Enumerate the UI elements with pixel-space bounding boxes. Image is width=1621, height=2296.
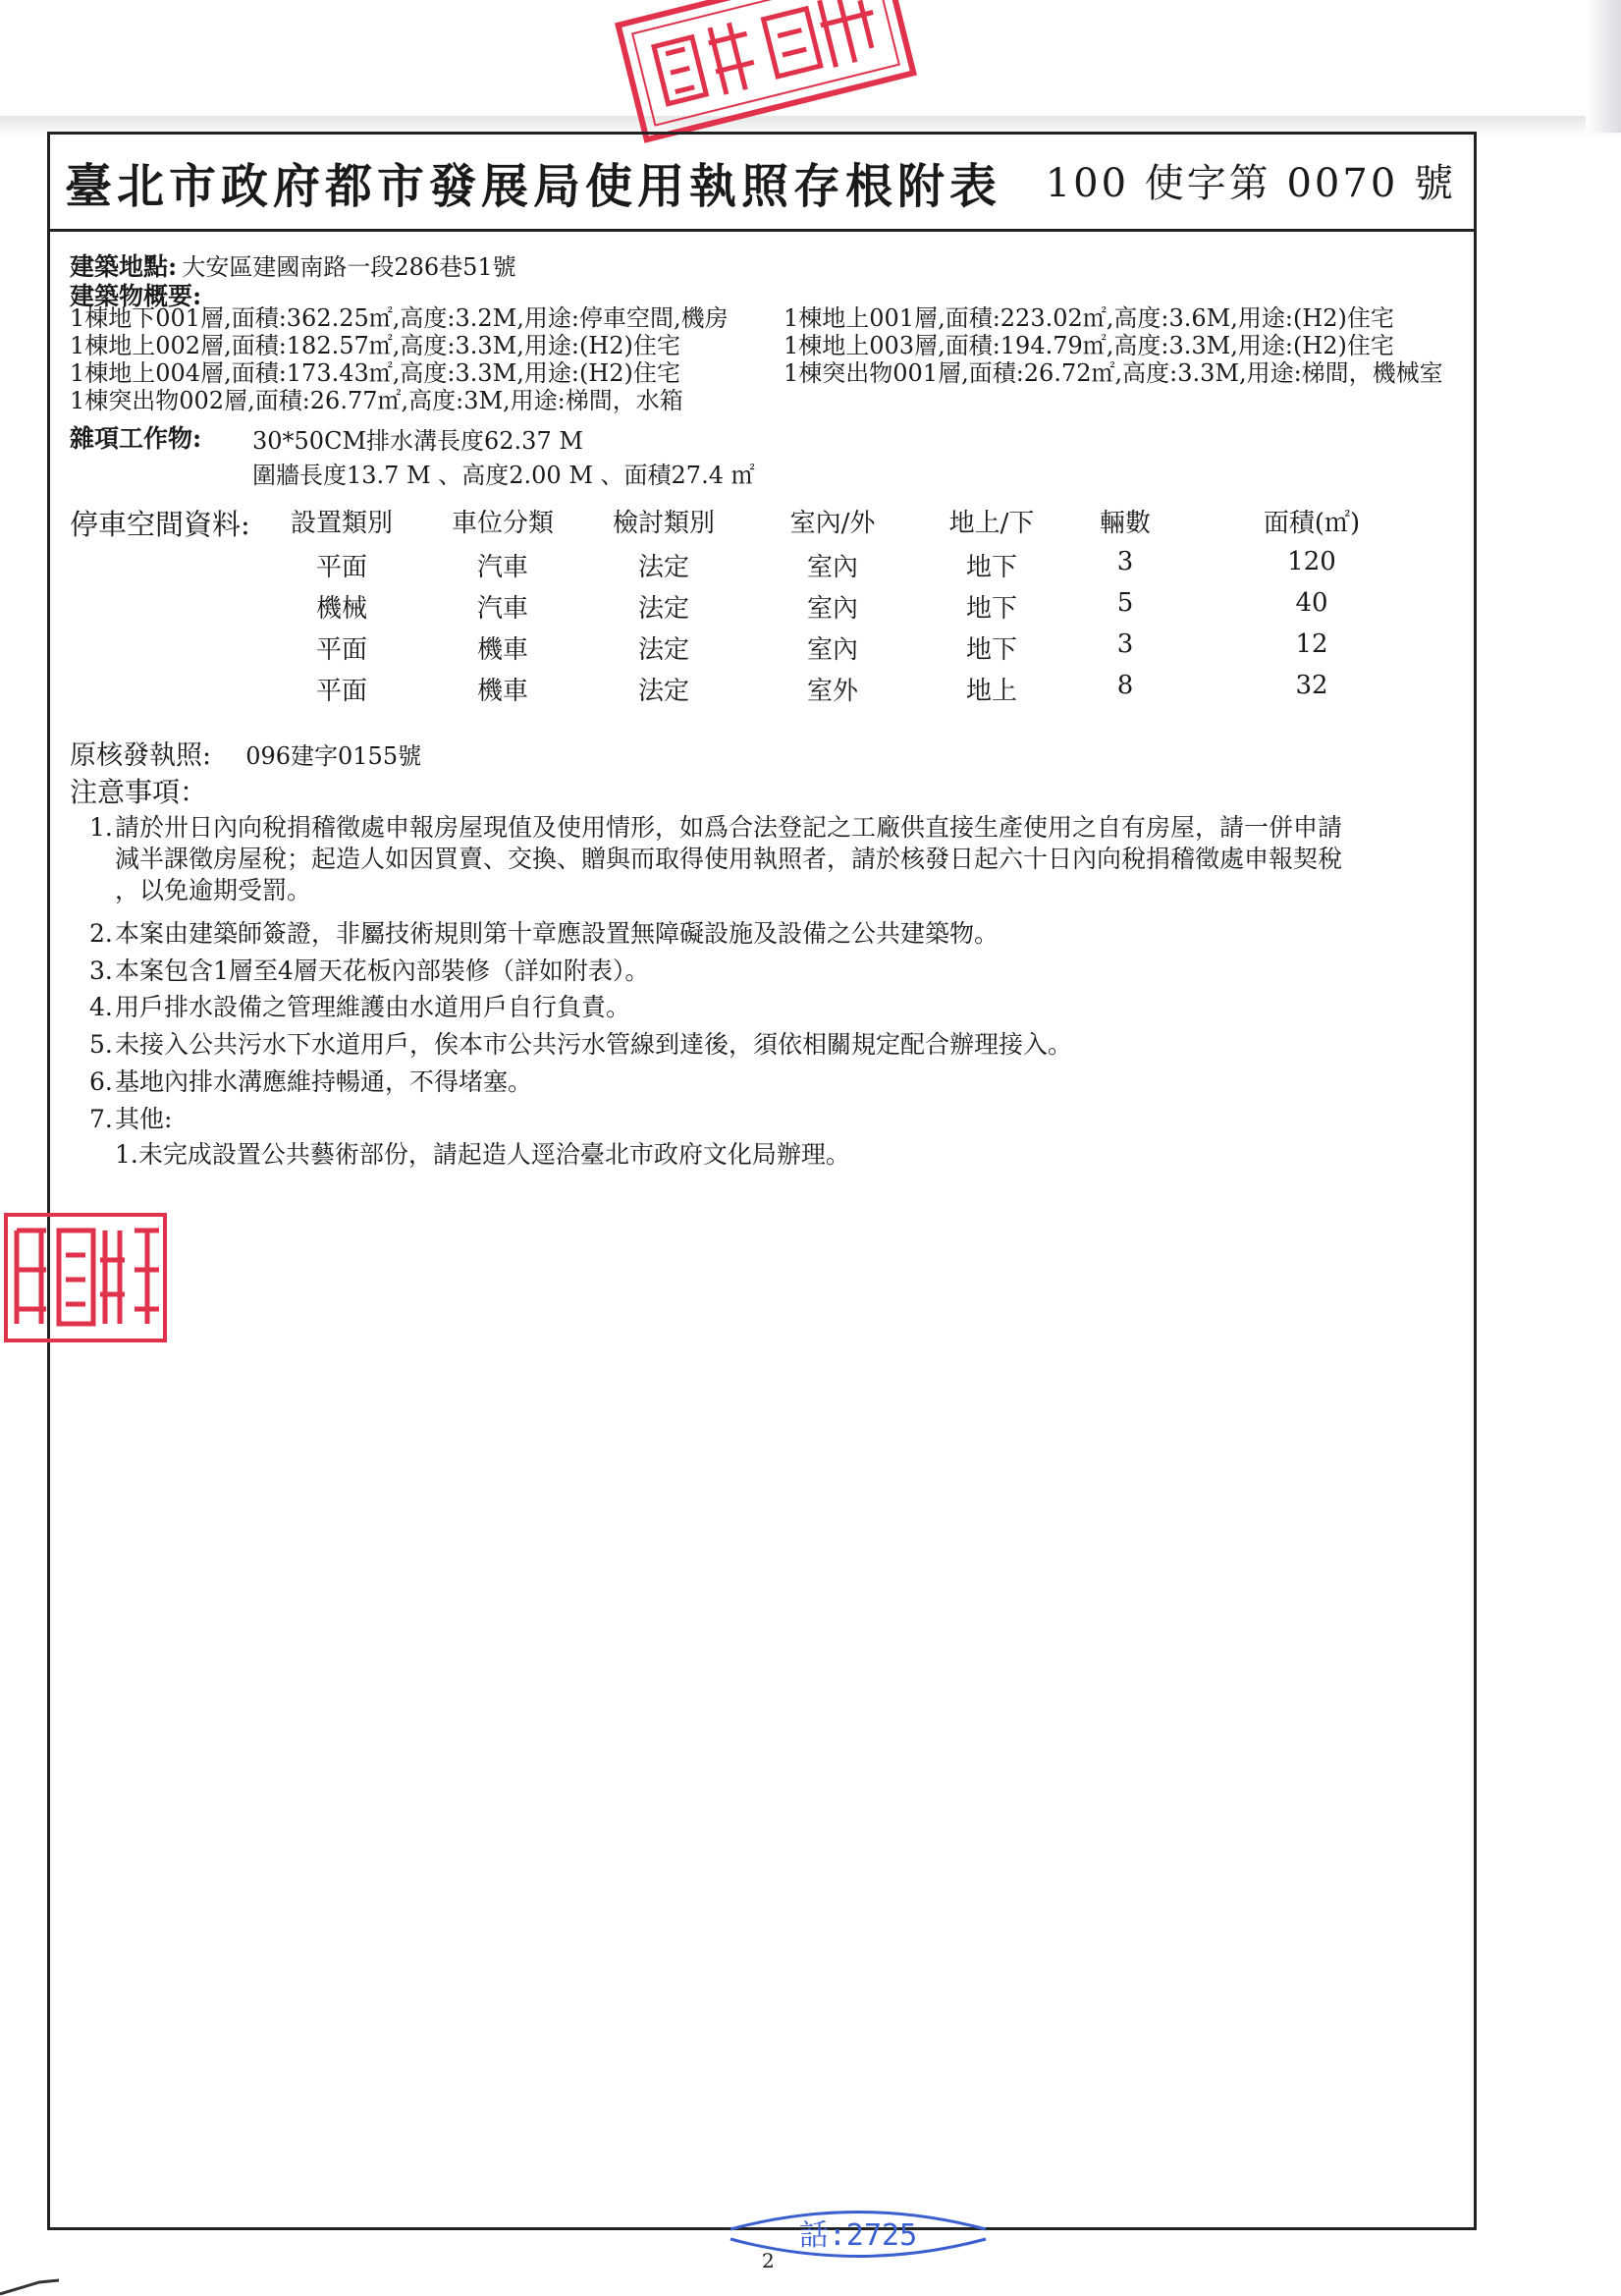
parking-cell: 地下: [965, 553, 1017, 582]
parking-cell: 120: [1287, 547, 1336, 576]
note-text: ，以免逾期受罰。: [115, 876, 312, 904]
original-permit-label: 原核發執照:: [70, 740, 212, 771]
note-text: 基地內排水溝應維持暢通，不得堵塞。: [115, 1067, 533, 1096]
note-number: 1.: [89, 813, 113, 842]
paper-curl: [1586, 0, 1621, 133]
parking-cell: 平面: [315, 677, 367, 706]
page-number: 2: [762, 2249, 775, 2272]
note-item: [89, 918, 999, 950]
parking-cell: 地下: [965, 594, 1017, 624]
parking-cell: 平面: [315, 635, 367, 665]
note-text: 減半課徵房屋稅；起造人如因買賣、交換、贈與而取得使用執照者，請於核發日起六十日內向稅捐稽徵處申報契稅: [115, 845, 1343, 873]
parking-cell: 室內: [806, 594, 858, 624]
parking-cell: 室內: [806, 553, 858, 582]
note-text: 本案由建築師簽證，非屬技術規則第十章應設置無障礙設施及設備之公共建築物。: [115, 919, 1000, 948]
note-number: 6.: [89, 1067, 113, 1096]
site-label: 建築地點:: [70, 252, 178, 281]
overview-line: 1棟突出物001層,面積:26.72㎡,高度:3.3M,用途:梯間，機械室: [783, 359, 1443, 387]
official-seal-left: [2, 1211, 169, 1344]
scan-corner-mark: [0, 2276, 59, 2296]
overview-line: 1棟地上001層,面積:223.02㎡,高度:3.6M,用途:(H2)住宅: [783, 304, 1394, 332]
overview-line: 1棟地上003層,面積:194.79㎡,高度:3.3M,用途:(H2)住宅: [783, 332, 1394, 359]
parking-header: 檢討類別: [612, 509, 715, 538]
note-item: [89, 1029, 1072, 1061]
note-text: 本案包含1層至4層天花板內部裝修（詳如附表）。: [115, 957, 650, 985]
parking-cell: 平面: [315, 553, 367, 582]
parking-label: 停車空間資料:: [70, 508, 250, 541]
stamp-text: 話:2725: [798, 2218, 918, 2253]
parking-cell: 40: [1295, 588, 1328, 618]
note-text: 請於卅日內向稅捐稽徵處申報房屋現值及使用情形，如爲合法登記之工廠供直接生產使用之自有房屋，請一併申請: [115, 813, 1343, 842]
original-permit-value: 096建字0155號: [245, 742, 422, 770]
misc-label: 雜項工作物:: [70, 424, 202, 453]
parking-cell: 5: [1116, 588, 1134, 618]
parking-cell: 機械: [315, 594, 367, 624]
parking-cell: 汽車: [476, 594, 528, 624]
parking-cell: 8: [1116, 671, 1134, 700]
permit-number: 100 使字第 0070 號: [1045, 161, 1456, 206]
note-item: [89, 992, 630, 1023]
parking-cell: 32: [1295, 671, 1328, 700]
note-number: 2.: [89, 919, 113, 948]
misc-line: 30*50CM排水溝長度62.37 M: [252, 427, 583, 455]
note-item: [89, 1066, 532, 1098]
note-item: [89, 812, 1342, 906]
overview-line: 1棟地下001層,面積:362.25㎡,高度:3.2M,用途:停車空間,機房: [70, 304, 729, 332]
parking-header: 地上/下: [948, 509, 1035, 538]
misc-line: 圍牆長度13.7 M 、高度2.00 M 、面積27.4 ㎡: [252, 462, 755, 489]
overview-label: 建築物概要:: [70, 282, 202, 310]
parking-header: 設置類別: [290, 509, 393, 538]
overview-line: 1棟地上004層,面積:173.43㎡,高度:3.3M,用途:(H2)住宅: [70, 359, 680, 387]
note-item: [89, 1104, 172, 1135]
parking-cell: 法定: [637, 553, 689, 582]
note-sub-item: 1.未完成設置公共藝術部份，請起造人逕洽臺北市政府文化局辦理。: [115, 1140, 850, 1169]
parking-cell: 室外: [806, 677, 858, 706]
note-item: [89, 956, 649, 987]
note-number: 4.: [89, 993, 113, 1021]
blue-ink-stamp: [711, 2200, 1005, 2269]
parking-header: 室內/外: [789, 509, 876, 538]
note-text: 未接入公共污水下水道用戶，俟本市公共污水管線到達後，須依相關規定配合辦理接入。: [115, 1030, 1073, 1059]
overview-right-col: [783, 304, 1443, 387]
parking-cell: 法定: [637, 594, 689, 624]
parking-cell: 機車: [476, 677, 528, 706]
parking-cell: 汽車: [476, 553, 528, 582]
parking-cell: 地下: [965, 635, 1017, 665]
overview-left-col: [70, 304, 729, 414]
parking-cell: 地上: [965, 677, 1017, 706]
parking-cell: 機車: [476, 635, 528, 665]
parking-cell: 3: [1116, 629, 1134, 659]
note-text: 其他:: [115, 1105, 173, 1133]
notes-label: 注意事項：: [70, 776, 208, 808]
original-permit-row: [70, 734, 421, 772]
note-number: 5.: [89, 1030, 113, 1059]
note-text: 用戶排水設備之管理維護由水道用戶自行負責。: [115, 993, 631, 1021]
parking-cell: 室內: [806, 635, 858, 665]
parking-header: 車位分類: [451, 509, 554, 538]
parking-cell: 3: [1116, 547, 1134, 576]
parking-cell: 12: [1295, 629, 1328, 659]
overview-line: 1棟突出物002層,面積:26.77㎡,高度:3M,用途:梯間，水箱: [70, 387, 683, 414]
site-value: 大安區建國南路一段286巷51號: [182, 253, 516, 281]
parking-header: 面積(㎡): [1263, 509, 1361, 538]
document-frame: [47, 132, 1477, 2230]
overview-line: 1棟地上002層,面積:182.57㎡,高度:3.3M,用途:(H2)住宅: [70, 332, 680, 359]
document-header: [50, 135, 1474, 232]
note-number: 7.: [89, 1105, 113, 1133]
parking-header: 輛數: [1099, 509, 1151, 538]
parking-cell: 法定: [637, 635, 689, 665]
document-title: 臺北市政府都市發展局使用執照存根附表: [65, 159, 1002, 214]
note-number: 3.: [89, 957, 113, 985]
parking-cell: 法定: [637, 677, 689, 706]
